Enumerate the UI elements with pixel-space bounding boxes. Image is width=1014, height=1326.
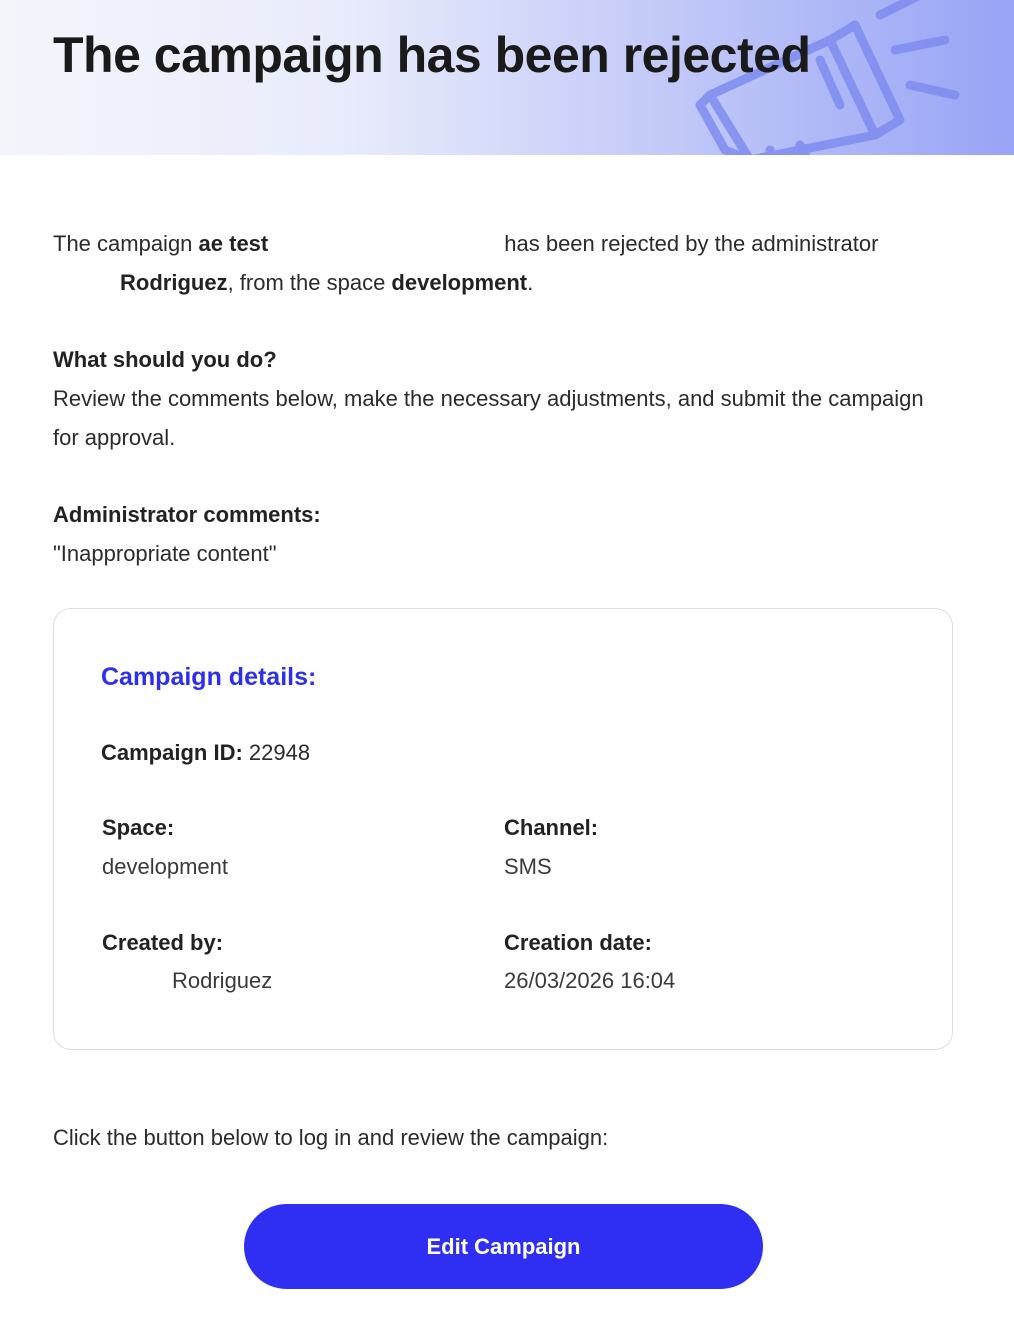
rejection-summary bbox=[53, 224, 963, 302]
created-by-label: Created by: bbox=[102, 930, 224, 955]
space-name: development bbox=[391, 270, 528, 295]
creation-date-value: 26/03/2026 16:04 bbox=[504, 968, 676, 993]
intro-prefix: The campaign bbox=[53, 231, 199, 256]
campaign-id-value: 22948 bbox=[248, 740, 311, 765]
what-to-do-heading: What should you do? bbox=[53, 347, 277, 372]
admin-comments-text: "Inappropriate content" bbox=[53, 541, 277, 566]
cta-instruction: Click the button below to log in and review the campaign: bbox=[53, 1125, 609, 1150]
intro-middle: has been rejected by the administrator bbox=[504, 231, 879, 256]
campaign-details-title: Campaign details: bbox=[101, 663, 317, 691]
what-to-do-text: Review the comments below, make the necessary adjustments, and submit the campaign for approval. bbox=[53, 386, 924, 450]
intro-period: . bbox=[527, 270, 534, 295]
email-header-banner bbox=[0, 0, 1014, 155]
page-title: The campaign has been rejected bbox=[53, 27, 811, 83]
campaign-id-row bbox=[101, 735, 310, 771]
space-label: Space: bbox=[102, 815, 175, 840]
channel-label: Channel: bbox=[504, 815, 599, 840]
space-value: development bbox=[102, 854, 228, 879]
creation-date-label: Creation date: bbox=[504, 930, 652, 955]
admin-name: Rodriguez bbox=[120, 270, 228, 295]
channel-value: SMS bbox=[504, 854, 552, 879]
campaign-details-card bbox=[53, 608, 953, 1050]
campaign-id-label: Campaign ID: bbox=[101, 740, 243, 765]
intro-suffix: , from the space bbox=[227, 270, 392, 295]
campaign-name: ae test bbox=[198, 231, 269, 256]
edit-campaign-button[interactable]: Edit Campaign bbox=[244, 1204, 763, 1289]
created-by-value: Rodriguez bbox=[172, 968, 273, 993]
admin-comments-heading: Administrator comments: bbox=[53, 502, 321, 527]
